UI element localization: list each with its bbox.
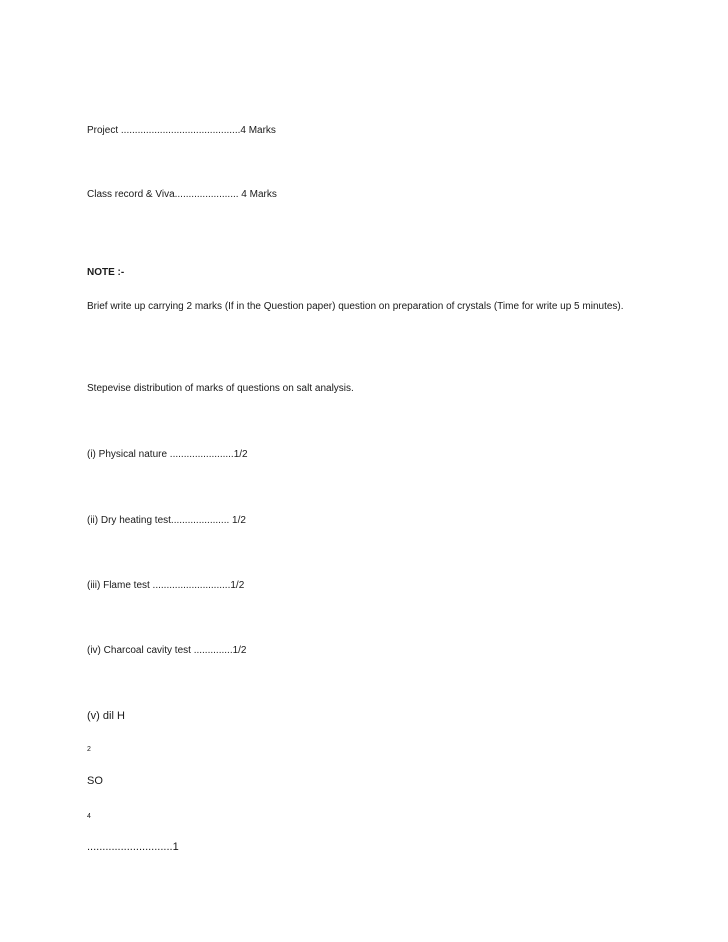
project-marks-line: Project ...........................................4 Marks [87, 125, 276, 136]
list-item-dil-h: (v) dil H [87, 710, 125, 722]
note-paragraph: Brief write up carrying 2 marks (If in the Question paper) question on preparation of crystals (Time for write up 5 minutes). [87, 301, 624, 312]
list-item-dry-heating-test: (ii) Dry heating test..................... 1/2 [87, 515, 246, 526]
final-marks-line: ............................1 [87, 841, 179, 853]
class-record-marks-line: Class record & Viva....................... 4 Marks [87, 189, 277, 200]
subscript-four: 4 [87, 813, 91, 820]
list-item-flame-test: (iii) Flame test ............................1/2 [87, 580, 245, 591]
subscript-two: 2 [87, 746, 91, 753]
distribution-heading: Stepevise distribution of marks of questions on salt analysis. [87, 383, 354, 394]
so-fragment: SO [87, 775, 103, 787]
list-item-charcoal-cavity-test: (iv) Charcoal cavity test ..............1/2 [87, 645, 247, 656]
note-heading: NOTE :- [87, 267, 125, 278]
list-item-physical-nature: (i) Physical nature .......................1/2 [87, 449, 248, 460]
